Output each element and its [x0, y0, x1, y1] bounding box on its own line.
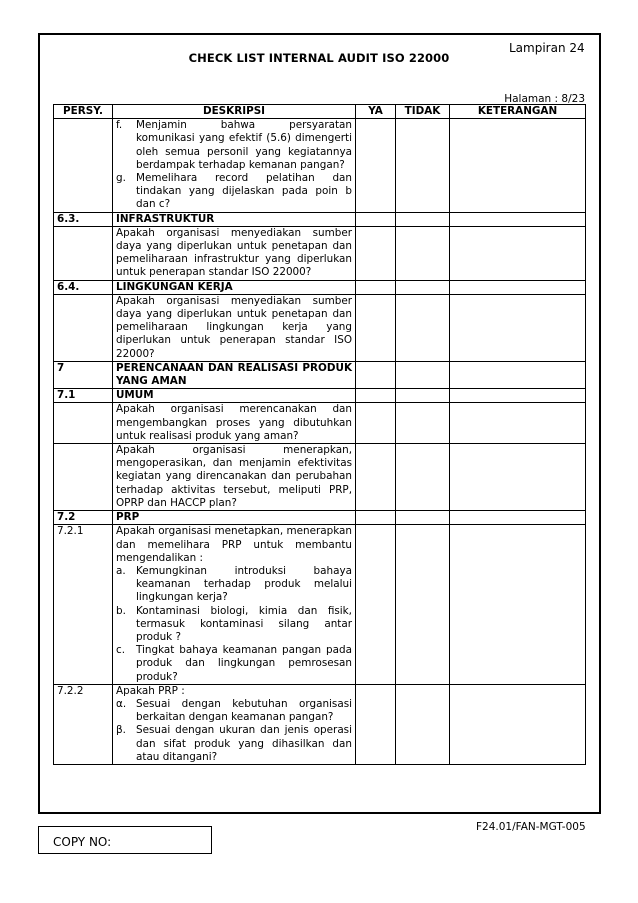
ya-cell	[356, 361, 396, 388]
list-item-text: Tingkat bahaya keamanan pangan pada produk dan lingkungan pemrosesan produk?	[136, 644, 352, 683]
deskripsi-cell	[113, 525, 356, 684]
section-heading: LINGKUNGAN KERJA	[116, 280, 233, 293]
form-code: F24.01/FAN-MGT-005	[476, 821, 586, 833]
list-item	[116, 605, 352, 645]
tidak-cell	[396, 444, 450, 511]
tidak-cell	[396, 226, 450, 280]
table-row	[54, 294, 586, 361]
section-heading: INFRASTRUKTUR	[116, 212, 215, 225]
column-header-keterangan: KETERANGAN	[450, 105, 586, 119]
list-item	[116, 172, 352, 212]
keterangan-cell	[450, 511, 586, 525]
list-item	[116, 119, 352, 172]
deskripsi-cell	[113, 212, 356, 226]
tidak-cell	[396, 212, 450, 226]
keterangan-cell	[450, 361, 586, 388]
table-row	[54, 444, 586, 511]
table-body	[54, 119, 586, 765]
keterangan-cell	[450, 226, 586, 280]
ya-cell	[356, 280, 396, 294]
table-header-row	[54, 105, 586, 119]
deskripsi-cell	[113, 403, 356, 444]
deskripsi-cell	[113, 226, 356, 280]
ya-cell	[356, 511, 396, 525]
question-text: Apakah PRP :	[116, 684, 185, 697]
persy-cell: 7.2	[54, 511, 113, 525]
persy-cell: 6.3.	[54, 212, 113, 226]
list-item-marker: β.	[116, 724, 126, 737]
tidak-cell	[396, 684, 450, 764]
persy-cell: 6.4.	[54, 280, 113, 294]
ya-cell	[356, 525, 396, 684]
deskripsi-cell	[113, 684, 356, 764]
persy-cell	[54, 403, 113, 444]
persy-cell	[54, 226, 113, 280]
section-heading: PERENCANAAN DAN REALISASI PRODUK YANG AMAN	[116, 361, 352, 388]
persy-cell	[54, 294, 113, 361]
deskripsi-cell	[113, 361, 356, 388]
keterangan-cell	[450, 403, 586, 444]
section-heading: PRP	[116, 511, 140, 524]
list-item	[116, 565, 352, 605]
list-item-text: Menjamin bahwa persyaratan komunikasi yang efektif (5.6) dimengerti oleh semua personil yang kegiatannya berdampak terhadap kemanan pangan?	[136, 119, 352, 171]
column-header-tidak: TIDAK	[396, 105, 450, 119]
list-item-marker: α.	[116, 697, 127, 710]
tidak-cell	[396, 511, 450, 525]
keterangan-cell	[450, 119, 586, 212]
document-title: CHECK LIST INTERNAL AUDIT ISO 22000	[188, 51, 450, 65]
list-item	[116, 724, 352, 764]
column-header-ya: YA	[356, 105, 396, 119]
keterangan-cell	[450, 684, 586, 764]
question-text: Apakah organisasi menyediakan sumber daya yang diperlukan untuk penetapan dan pemeliharaan lingkungan kerja yang diperlukan untuk penerapan standar ISO 22000?	[116, 294, 352, 360]
ya-cell	[356, 389, 396, 403]
list-item	[116, 644, 352, 684]
section-heading: UMUM	[116, 389, 154, 402]
list-item-text: Sesuai dengan ukuran dan jenis operasi dan sifat produk yang dihasilkan dan atau ditangani?	[136, 724, 352, 763]
page-number: Halaman : 8/23	[504, 93, 585, 105]
deskripsi-cell	[113, 444, 356, 511]
copy-no-label: COPY NO:	[53, 835, 112, 849]
audit-checklist-table	[53, 104, 586, 765]
deskripsi-cell	[113, 280, 356, 294]
ya-cell	[356, 119, 396, 212]
ya-cell	[356, 212, 396, 226]
table-row	[54, 403, 586, 444]
table-row	[54, 119, 586, 212]
tidak-cell	[396, 119, 450, 212]
list-item	[116, 698, 352, 724]
keterangan-cell	[450, 444, 586, 511]
list-item-marker: f.	[116, 119, 123, 132]
list-item-marker: c.	[116, 644, 126, 657]
copy-no-box	[38, 826, 212, 854]
table-row	[54, 226, 586, 280]
ya-cell	[356, 444, 396, 511]
list-item-marker: g.	[116, 172, 126, 185]
table-row	[54, 361, 586, 388]
ya-cell	[356, 294, 396, 361]
list-item-text: Kemungkinan introduksi bahaya keamanan terhadap produk melalui lingkungan kerja?	[136, 564, 352, 604]
table-row	[54, 525, 586, 684]
tidak-cell	[396, 403, 450, 444]
list-item-text: Memelihara record pelatihan dan tindakan yang dijelaskan pada poin b dan c?	[136, 172, 352, 211]
table-row	[54, 212, 586, 226]
deskripsi-cell	[113, 511, 356, 525]
table-row	[54, 389, 586, 403]
list-item-marker: a.	[116, 564, 126, 577]
column-header-persy: PERSY.	[54, 105, 113, 119]
tidak-cell	[396, 280, 450, 294]
list-item-text: Kontaminasi biologi, kimia dan fisik, termasuk kontaminasi silang antar produk ?	[136, 604, 352, 643]
tidak-cell	[396, 294, 450, 361]
tidak-cell	[396, 525, 450, 684]
list-item-text: Sesuai dengan kebutuhan organisasi berkaitan dengan keamanan pangan?	[136, 697, 352, 724]
ya-cell	[356, 403, 396, 444]
persy-cell: 7.2.1	[54, 525, 113, 684]
question-text: Apakah organisasi menerapkan, mengoperasikan, dan menjamin efektivitas kegiatan yang direncanakan dan perubahan terhadap aktivitas tersebut, meliputi PRP, OPRP dan HACCP plan?	[116, 444, 352, 509]
question-text: Apakah organisasi menetapkan, menerapkan dan memelihara PRP untuk membantu mengendalikan :	[116, 525, 352, 564]
list-item-marker: b.	[116, 604, 126, 617]
question-text: Apakah organisasi merencanakan dan mengembangkan proses yang dibutuhkan untuk realisasi produk yang aman?	[116, 403, 352, 442]
keterangan-cell	[450, 212, 586, 226]
table-row	[54, 684, 586, 764]
deskripsi-cell	[113, 119, 356, 212]
persy-cell: 7.1	[54, 389, 113, 403]
keterangan-cell	[450, 294, 586, 361]
ya-cell	[356, 684, 396, 764]
deskripsi-cell	[113, 389, 356, 403]
question-text: Apakah organisasi menyediakan sumber daya yang diperlukan untuk penetapan dan pemeliharaan infrastruktur yang diperlukan untuk penerapan standar ISO 22000?	[116, 226, 352, 279]
keterangan-cell	[450, 389, 586, 403]
persy-cell: 7.2.2	[54, 684, 113, 764]
table-row	[54, 280, 586, 294]
persy-cell: 7	[54, 361, 113, 388]
keterangan-cell	[450, 280, 586, 294]
column-header-deskripsi: DESKRIPSI	[113, 105, 356, 119]
persy-cell	[54, 119, 113, 212]
keterangan-cell	[450, 525, 586, 684]
tidak-cell	[396, 361, 450, 388]
ya-cell	[356, 226, 396, 280]
deskripsi-cell	[113, 294, 356, 361]
lampiran-label: Lampiran 24	[509, 41, 585, 55]
table-row	[54, 511, 586, 525]
persy-cell	[54, 444, 113, 511]
tidak-cell	[396, 389, 450, 403]
